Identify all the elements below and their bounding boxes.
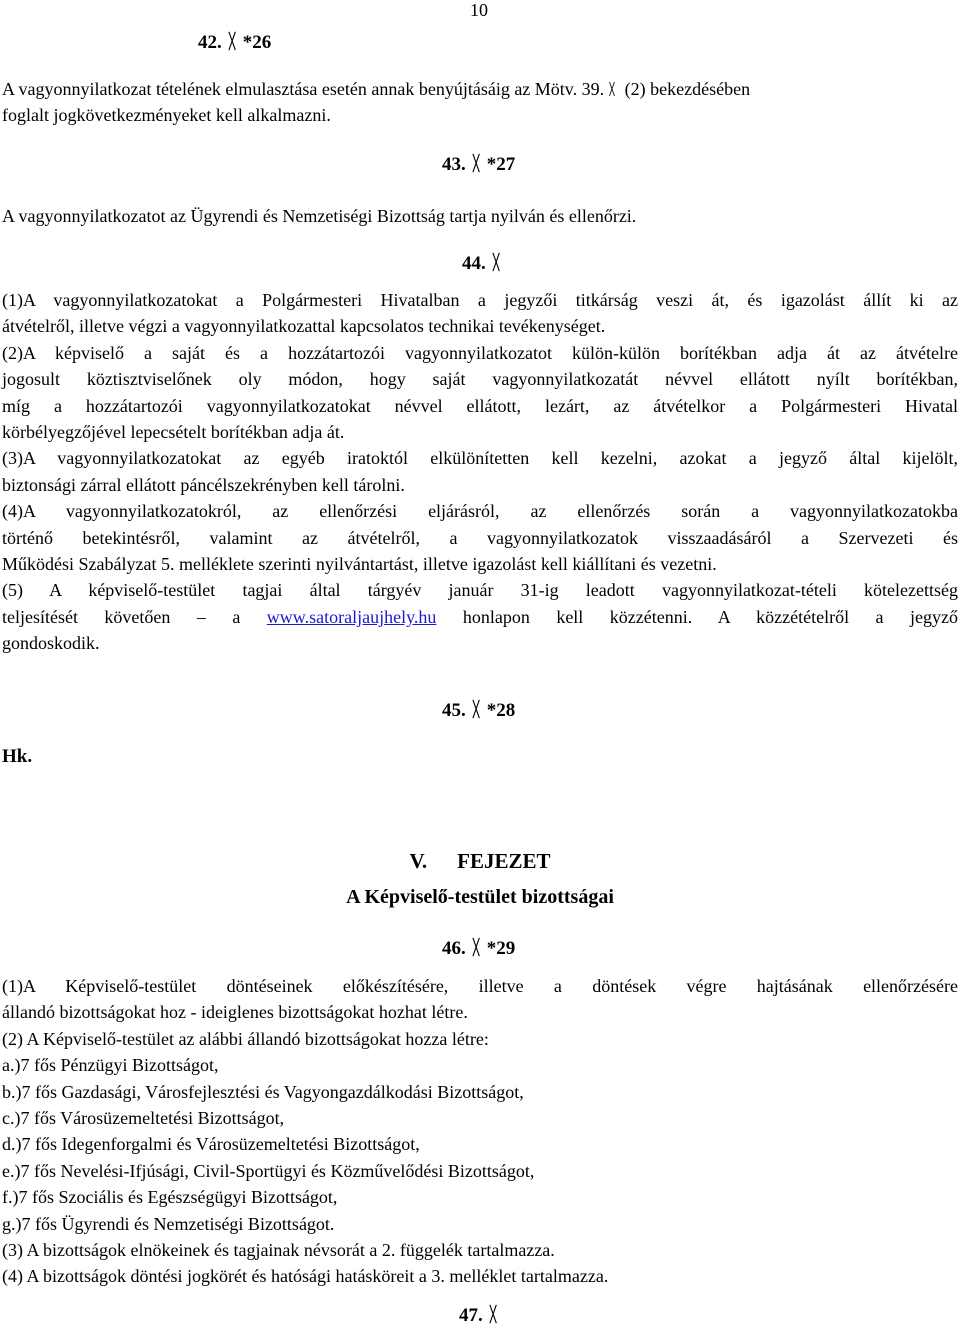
text-line: (4) A bizottságok döntési jogkörét és hatósági hatásköreit a 3. melléklet tartalmazza.	[2, 1266, 609, 1287]
section-sign-icon	[485, 1303, 504, 1325]
text-line: (2) A Képviselő-testület az alábbi állandó bizottságokat hozza létre:	[2, 1028, 489, 1049]
section-sign-icon	[468, 152, 487, 174]
chapter-heading	[0, 849, 960, 874]
section-sign-icon	[468, 936, 487, 958]
text-line: (5) A képviselő-testület tagjai által tárgyév január 31-ig leadott vagyonnyilatkozat-tételi kötelezettség	[2, 580, 958, 601]
list-item: f.)7 fős Szociális és Egészségügyi Bizottságot,	[2, 1187, 338, 1208]
text-line: (3)A vagyonnyilatkozatokat az egyéb iratoktól elkülönítetten kell kezelni, azokat a jegyző által kijelölt,	[2, 448, 958, 469]
text-line: Működési Szabályzat 5. melléklete szerinti nyilvántartást, illetve igazolást kell kiállítani és vezetni.	[2, 554, 717, 575]
list-item: c.)7 fős Városüzemeltetési Bizottságot,	[2, 1108, 285, 1129]
section-number: 44.	[462, 253, 486, 274]
footnote-ref: *28	[486, 700, 516, 721]
text-line: (3) A bizottságok elnökeinek és tagjainak névsorát a 2. függelék tartalmazza.	[2, 1240, 555, 1261]
text-line: (1)A vagyonnyilatkozatokat a Polgármesteri Hivatalban a jegyzői titkárság veszi át, és igazolást állít ki az	[2, 290, 958, 310]
footnote-ref: *27	[486, 154, 516, 175]
section-number: 45.	[442, 700, 466, 721]
section-heading-46	[442, 936, 515, 960]
chapter-title: A Képviselő-testület bizottságai	[346, 886, 614, 908]
list-item: e.)7 fős Nevelési-Ifjúsági, Civil-Sportügyi és Közművelődési Bizottságot,	[2, 1160, 535, 1181]
list-item: g.)7 fős Ügyrendi és Nemzetiségi Bizottságot.	[2, 1213, 335, 1234]
section-sign-icon	[468, 698, 487, 720]
section-sign-icon	[488, 251, 507, 273]
section-sign-icon	[224, 30, 243, 52]
text-line: biztonsági zárral ellátott páncélszekrényben kell tárolni.	[2, 474, 405, 495]
repealed-marker: Hk.	[2, 746, 33, 767]
section-heading-42	[198, 30, 271, 54]
section-heading-47	[459, 1303, 504, 1327]
text-line: A vagyonnyilatkozatot az Ügyrendi és Nemzetiségi Bizottság tartja nyilván és ellenőrzi.	[2, 206, 637, 226]
footnote-ref: *26	[242, 32, 272, 53]
section-number: 47.	[459, 1305, 483, 1326]
list-item: b.)7 fős Gazdasági, Városfejlesztési és Vagyongazdálkodási Bizottságot,	[2, 1081, 524, 1102]
text-line: míg a hozzátartozói vagyonnyilatkozatokat névvel ellátott, lezárt, az átvételkor a Polgármesteri Hivatal	[2, 395, 958, 416]
text-line: foglalt jogkövetkezményeket kell alkalmazni.	[2, 105, 331, 126]
text-line: gondoskodik.	[2, 633, 100, 654]
paragraph-42	[2, 76, 958, 129]
section-sign-icon	[606, 79, 620, 97]
text-line: körbélyegzőjével lepecsételt borítékban adja át.	[2, 422, 345, 443]
website-link[interactable]: www.satoraljaujhely.hu	[266, 606, 437, 627]
paragraph-43	[2, 203, 958, 229]
page-number: 10	[470, 0, 488, 20]
section-number: 46.	[442, 938, 466, 959]
text-line: jogosult köztisztviselőnek oly módon, hogy saját vagyonnyilatkozatát névvel ellátott nyílt borítékban,	[2, 369, 958, 390]
text-line: (2)A képviselő a saját és a hozzátartozói vagyonnyilatkozatot külön-külön borítékban adja át az átvételre	[2, 342, 958, 363]
text-line: teljesítését követően – a www.satoraljaujhely.hu honlapon kell közzétenni. A közzétételről a jegyző	[2, 606, 958, 627]
section-heading-45	[442, 698, 515, 722]
text-line: átvételről, illetve végzi a vagyonnyilatkozattal kapcsolatos technikai tevékenységet.	[2, 316, 606, 337]
chapter-word: FEJEZET	[457, 849, 551, 873]
text-line: (4)A vagyonnyilatkozatokról, az ellenőrzési eljárásról, az ellenőrzés során a vagyonnyilatkozatokba	[2, 501, 958, 522]
list-item: d.)7 fős Idegenforgalmi és Városüzemeltetési Bizottságot,	[2, 1134, 420, 1155]
text-line: történő betekintésről, valamint az átvételről, a vagyonnyilatkozatok visszaadásáról a Szervezeti és	[2, 527, 958, 548]
footnote-ref: *29	[486, 938, 516, 959]
paragraph-44	[2, 287, 958, 657]
section-number: 43.	[442, 154, 466, 175]
section-number: 42.	[198, 32, 222, 53]
section-heading-44	[462, 251, 507, 275]
chapter-number: V.	[409, 849, 428, 873]
text-line: (1)A Képviselő-testület döntéseinek előkészítésére, illetve a döntések végre hajtásának ellenőrzésére	[2, 976, 958, 996]
section-heading-43	[442, 152, 515, 176]
text-line: A vagyonnyilatkozat tételének elmulasztása esetén annak benyújtásáig az Mötv. 39. (2) bekezdésében	[2, 79, 751, 99]
paragraph-46	[2, 973, 958, 1290]
list-item: a.)7 fős Pénzügyi Bizottságot,	[2, 1055, 219, 1076]
text-line: állandó bizottságokat hoz - ideiglenes bizottságokat hozhat létre.	[2, 1002, 468, 1023]
